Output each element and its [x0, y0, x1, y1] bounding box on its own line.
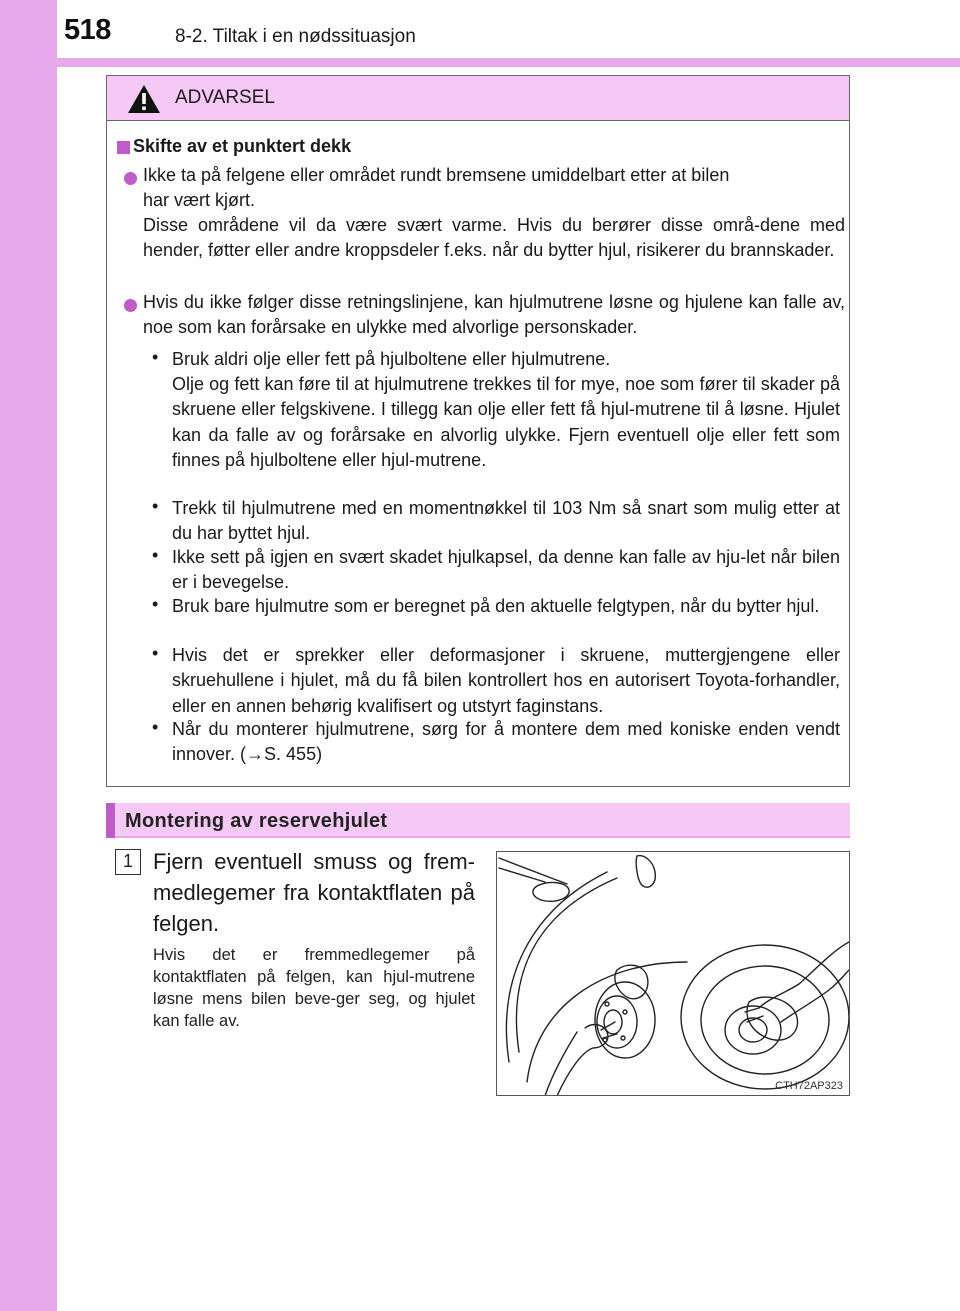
section-title: 8-2. Tiltak i en nødssituasjon	[175, 26, 416, 47]
warning-body	[107, 120, 849, 786]
warning-box	[106, 75, 850, 787]
bullet-marker: •	[152, 496, 159, 516]
heading-square-icon	[117, 141, 130, 154]
bullet-marker: •	[152, 347, 159, 367]
warning-header	[107, 76, 849, 121]
header-divider	[57, 58, 960, 67]
sub-bullet-1-first: Bruk aldri olje eller fett på hjulboltene eller hjulmutrene.	[172, 349, 611, 369]
bullet-marker: •	[152, 643, 159, 663]
bullet-marker: •	[152, 717, 159, 737]
wheel-cleaning-illustration	[496, 851, 850, 1096]
bullet-dot-icon	[124, 172, 137, 185]
sub-bullet-2: Trekk til hjulmutrene med en momentnøkkel til 103 Nm så snart som mulig etter at du har byttet hjul.	[172, 498, 840, 544]
sub-bullet-4: Bruk bare hjulmutre som er beregnet på den aktuelle felgtypen, når du bytter hjul.	[172, 596, 820, 616]
image-code: CTH72AP323	[775, 1080, 843, 1092]
warning-triangle-icon	[127, 84, 161, 114]
warning-item-1-detail: Disse områdene vil da være svært varme. Hvis du berører disse områ-dene med hender, føtter eller andre kroppsdeler f.eks. når du bytter hjul, risikerer du brannskader.	[143, 215, 845, 261]
bullet-dot-icon	[124, 299, 137, 312]
section-heading: Montering av reservehjulet	[125, 810, 388, 832]
section-accent	[106, 803, 115, 838]
sub-bullet-1-detail: Olje og fett kan føre til at hjulmutrene trekkes til for mye, noe som fører til skader på skruene eller felgskivene. I tillegg kan olje eller fett få hjul-mutrene til å løsne. Hjulet kan da falle av og forårsake en alvorlig ulykke. Fjern eventuell olje eller fett som finnes på hjulboltene eller hjul-mutrene.	[172, 374, 840, 471]
page-number: 518	[64, 14, 111, 46]
section-heading-bar	[106, 803, 850, 838]
side-bar	[0, 0, 57, 1311]
bullet-marker: •	[152, 545, 159, 565]
sub-bullet-6: Når du monterer hjulmutrene, sørg for å montere dem med koniske enden vendt innover. (→S. 455)	[172, 719, 840, 765]
warning-item-2: Hvis du ikke følger disse retningslinjene, kan hjulmutrene løsne og hjulene kan falle av, noe som kan forårsake en ulykke med alvorlige personskader.	[143, 292, 845, 338]
step-note: Hvis det er fremmedlegemer på kontaktflaten på felgen, kan hjul-mutrene løsne mens bilen beve-ger seg, og hjulet kan falle av.	[153, 946, 475, 1030]
bullet-marker: •	[152, 594, 159, 614]
sub-bullet-3: Ikke sett på igjen en svært skadet hjulkapsel, da denne kan falle av hju-let når bilen er i bevegelse.	[172, 547, 840, 593]
warning-label: ADVARSEL	[175, 87, 275, 108]
step-number: 1	[115, 849, 141, 875]
wheel-illustration-drawing	[497, 852, 850, 1096]
step-instruction: Fjern eventuell smuss og frem-medlegemer fra kontaktflaten på felgen.	[153, 849, 475, 936]
warning-item-1-line-2: har vært kjørt.	[143, 190, 256, 210]
warning-item-1-line-1: Ikke ta på felgene eller området rundt bremsene umiddelbart etter at bilen	[143, 165, 730, 185]
warning-heading: Skifte av et punktert dekk	[133, 136, 352, 156]
sub-bullet-5: Hvis det er sprekker eller deformasjoner i skruene, muttergjengene eller skruehullene i hjulet, må du få bilen kontrollert hos en autorisert Toyota-forhandler, eller en annen behørig kvalifisert og utstyrt faginstans.	[172, 645, 840, 716]
